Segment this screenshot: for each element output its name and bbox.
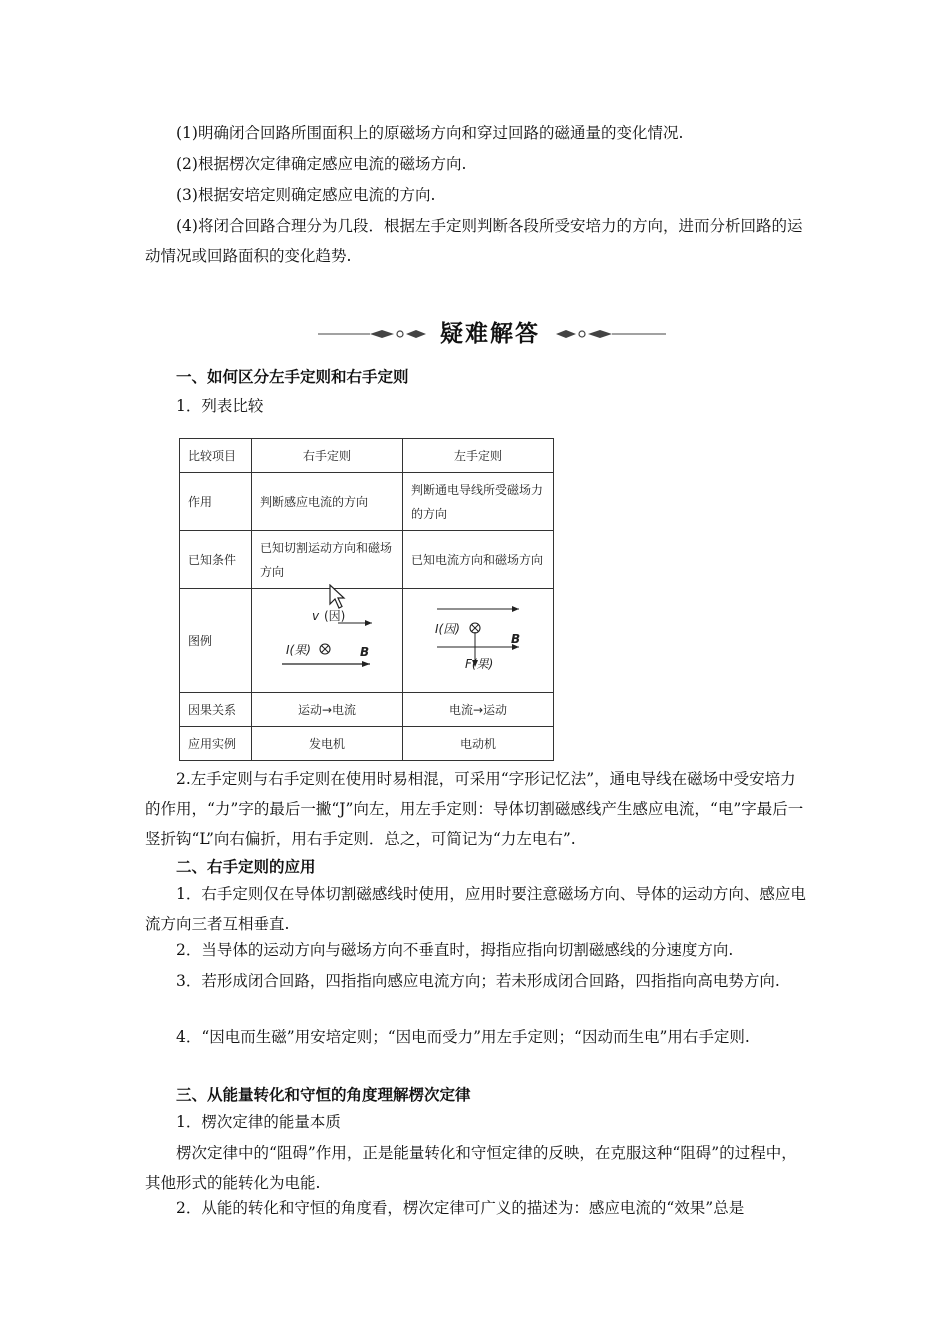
b-label: B: [511, 632, 521, 646]
sec3-para1: 楞次定律中的“阻碍”作用，正是能量转化和守恒定律的反映，在克服这种“阻碍”的过程中，其他形式的能转化为电能.: [145, 1144, 797, 1192]
left-hand-figure-cell: [403, 589, 554, 693]
step-3: (3)根据安培定则确定感应电流的方向.: [176, 186, 436, 204]
table-header-row: [180, 439, 554, 473]
sec3-heading: 三、从能量转化和守恒的角度理解楞次定律: [176, 1086, 471, 1104]
section-title-banner: [310, 316, 670, 352]
sec3-item2: 2．从能的转化和守恒的角度看，楞次定律可广义的描述为：感应电流的“效果”总是: [176, 1199, 745, 1217]
v-label: v: [312, 609, 320, 623]
table-row-figures: [180, 589, 554, 693]
table-row: [180, 473, 554, 531]
right-hand-diagram: [252, 589, 402, 692]
step-4: (4)将闭合回路合理分为几段．根据左手定则判断各段所受安培力的方向，进而分析回路的运动情况或回路面积的变化趋势.: [145, 217, 803, 265]
section-title: 疑难解答: [440, 321, 540, 347]
header-item: 比较项目: [180, 439, 252, 473]
row-label: 图例: [180, 589, 252, 693]
row-label: 已知条件: [180, 531, 252, 589]
sec2-item4: 4．“因电而生磁”用安培定则；“因电而受力”用左手定则；“因动而生电”用右手定则.: [176, 1028, 750, 1046]
v-note: (因): [324, 609, 346, 623]
cell-left: 已知电流方向和磁场方向: [403, 531, 554, 589]
sec2-item1: 1．右手定则仅在导体切割磁感线时使用，应用时要注意磁场方向、导体的运动方向、感应电流方向三者互相垂直.: [145, 885, 806, 933]
cell-left: 判断通电导线所受磁场力的方向: [403, 473, 554, 531]
row-label: 作用: [180, 473, 252, 531]
cell-right: 判断感应电流的方向: [252, 473, 403, 531]
row-label: 应用实例: [180, 727, 252, 761]
cell-right: 运动→电流: [252, 693, 403, 727]
i-label: I(因): [435, 622, 460, 636]
cell-right: 发电机: [252, 727, 403, 761]
sec2-item3: 3．若形成闭合回路，四指指向感应电流方向；若未形成闭合回路，四指指向高电势方向.: [176, 972, 780, 990]
cell-right: 已知切割运动方向和磁场方向: [252, 531, 403, 589]
right-hand-figure-cell: [252, 589, 403, 693]
step-2: (2)根据楞次定律确定感应电流的磁场方向.: [176, 155, 467, 173]
f-label: F(果): [465, 657, 494, 671]
table-row: [180, 693, 554, 727]
table-row: [180, 727, 554, 761]
table-row: [180, 531, 554, 589]
row-label: 因果关系: [180, 693, 252, 727]
step-1: (1)明确闭合回路所围面积上的原磁场方向和穿过回路的磁通量的变化情况.: [176, 124, 684, 142]
left-hand-diagram: [403, 589, 553, 692]
sec1-item2: 2.左手定则与右手定则在使用时易相混，可采用“字形记忆法”，通电导线在磁场中受安培力的作用，“力”字的最后一撇“J”向左，用左手定则：导体切割磁感线产生感应电流，“电”字最后一竖折钩“L”向右偏折，用右手定则．总之，可简记为“力左电右”.: [145, 770, 804, 848]
sec1-item1: 1．列表比较: [176, 397, 264, 415]
comparison-table: [179, 438, 554, 761]
cell-left: 电动机: [403, 727, 554, 761]
sec1-heading: 一、如何区分左手定则和右手定则: [176, 368, 409, 386]
mouse-pointer-icon: [328, 584, 346, 610]
i-label: I(果): [286, 643, 311, 657]
sec2-heading: 二、右手定则的应用: [176, 858, 316, 876]
header-left-hand: 左手定则: [403, 439, 554, 473]
cell-left: 电流→运动: [403, 693, 554, 727]
sec3-item1: 1．楞次定律的能量本质: [176, 1113, 341, 1131]
header-right-hand: 右手定则: [252, 439, 403, 473]
b-label: B: [360, 645, 370, 659]
sec2-item2: 2．当导体的运动方向与磁场方向不垂直时，拇指应指向切割磁感线的分速度方向.: [176, 941, 734, 959]
